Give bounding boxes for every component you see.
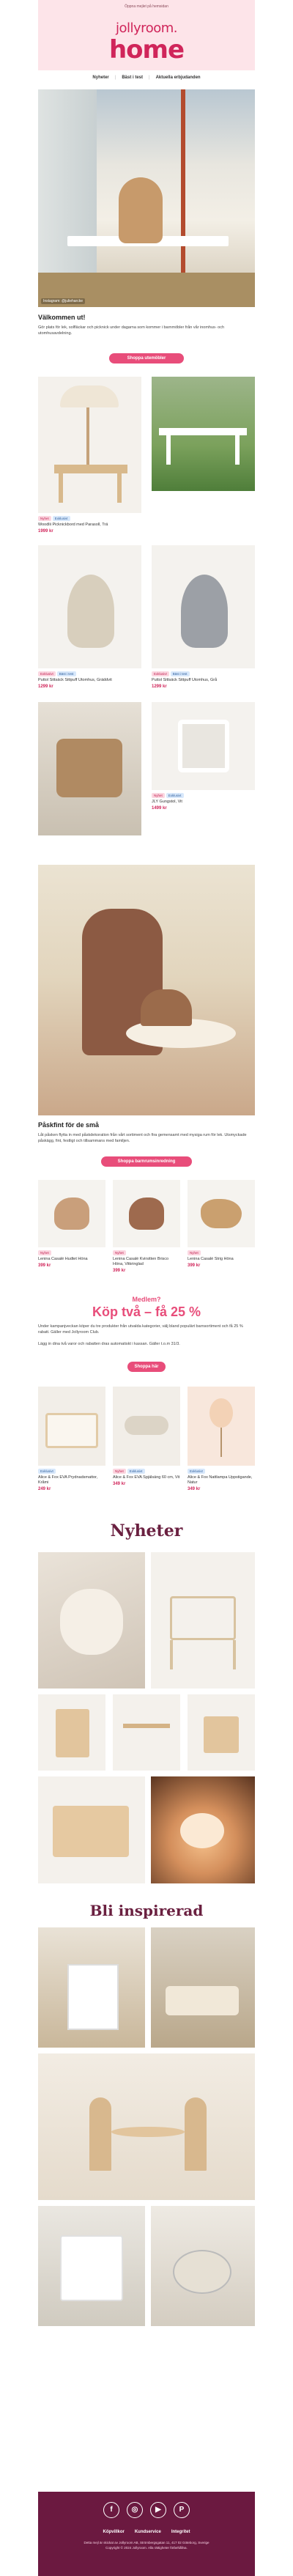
badge-best-in-test: Bäst i test [171,671,190,676]
news-image[interactable] [151,1552,255,1689]
badge-exclusive: Exklusivt [38,671,56,676]
nav-separator: | [114,75,116,80]
product-image[interactable] [38,1387,105,1466]
instagram-icon[interactable]: ◎ [127,2502,143,2518]
footer-copyright: Copyright © 2024 Jollyroom. Alla rättigheter förbehållna. [105,2546,188,2550]
badge-exclusive: Exklusivt [152,671,169,676]
shop-here-button[interactable]: Shoppa här [127,1362,166,1372]
product-card[interactable] [113,1250,180,1273]
shop-outdoor-button[interactable]: Shoppa utemöbler [109,353,184,363]
badge-exclusive: Exklusivt [188,1469,205,1474]
product-name[interactable]: Lenina Casalé Kvirsitten Brisco Höna, Vitkringlad [113,1257,169,1266]
product-name[interactable]: Puttol Sittsäck Sittpuff Utomhus, Gräddvit [38,678,112,682]
hero-text: Gör plats för lek, solfläckar och picknick under dagarna som kommer i barnmöbler från vår inomhus- och utomhusavdelning. [38,325,225,336]
footer-link-support[interactable]: Kundservice [134,2530,161,2534]
product-price: 249 kr [38,1487,51,1491]
hero-title: Välkommen ut! [38,314,86,321]
easter-text: Låt påsken flytta in med påskdekoration från vårt sortiment och fira gemensamt med mysiga rum för lek. Utsmyckade påskägg, fint, festligt och tillsammans med familjen. [38,1133,247,1143]
member-title: Medlem? [132,1296,161,1303]
news-image[interactable] [38,1552,145,1689]
badge-new: Nyhet [38,1250,51,1255]
nav-separator: | [149,75,150,80]
top-nav [38,70,255,85]
badge-new: Nyhet [152,793,165,798]
product-card[interactable] [38,1250,105,1268]
preheader-link[interactable]: Öppna mejlet på hemsidan [38,0,255,13]
product-card[interactable] [188,1250,255,1268]
nav-item-offers[interactable]: Aktuella erbjudanden [155,75,201,80]
news-image[interactable] [38,1776,145,1883]
badge-exclusive: Exklusivt [53,516,70,521]
badge-exclusive: Exklusivt [166,793,184,798]
logo-top[interactable]: jollyroom. [116,21,177,36]
product-image[interactable] [113,1387,180,1466]
product-card[interactable] [38,1469,105,1491]
product-price: 349 kr [113,1482,126,1486]
news-image[interactable] [38,1694,105,1771]
product-name[interactable]: Puttol Sittsäck Sittpuff Utomhus, Grå [152,678,218,682]
product-image[interactable] [38,702,141,835]
nav-item-best[interactable]: Bäst i test [122,75,143,80]
product-image[interactable] [38,1180,105,1247]
shop-kids-room-button[interactable]: Shoppa barnrumsinredning [101,1156,192,1167]
product-image[interactable] [152,377,255,491]
product-price: 399 kr [188,1263,201,1268]
product-card[interactable] [152,671,255,689]
hero-caption: Instagram: @julieharcke [41,298,85,304]
product-card[interactable] [188,1469,255,1491]
product-name[interactable]: Alice & Fox Nattlampa Uppstigande, Natur [188,1475,253,1485]
badge-best-in-test: Bäst i test [57,671,76,676]
brand-header [38,13,255,70]
badge-exclusive: Exklusivt [38,1469,56,1474]
product-price: 349 kr [188,1487,201,1491]
badge-new: Nyhet [113,1469,126,1474]
footer-address-line: Detta mejl är skickat av Jollyroom AB, Strömbergsgatan 11, 417 02 Göteborg, Sverige [84,2541,209,2544]
badge-new: Nyhet [38,516,51,521]
member-text-2: Lägg in dina två varor och rabatten dras automatiskt i kassan. Gäller t.o.m 31/3. [38,1342,180,1346]
product-price: 1999 kr [38,529,53,534]
product-card[interactable] [152,793,255,811]
inspire-image[interactable] [151,1927,255,2048]
product-image[interactable] [152,702,255,790]
product-price: 1299 kr [152,684,167,689]
news-image[interactable] [188,1694,255,1771]
inspire-image[interactable] [151,2206,255,2326]
product-name[interactable]: Alice & Fox EVA Prydnadsmattor, Kråmi [38,1475,98,1485]
product-image[interactable] [188,1180,255,1247]
product-card[interactable] [113,1469,180,1486]
badge-exclusive: Exklusivt [127,1469,145,1474]
news-image[interactable] [151,1776,255,1883]
member-offer-title: Köp två – få 25 % [92,1304,201,1319]
pinterest-icon[interactable]: P [174,2502,190,2518]
footer [38,2492,255,2576]
inspire-heading: Bli inspirerad [89,1902,204,1919]
product-name[interactable]: Lenina Casalé Strig Höna [188,1257,234,1261]
product-image[interactable] [38,545,141,668]
product-card[interactable] [38,671,141,689]
product-image[interactable] [38,377,141,513]
footer-link-terms[interactable]: Köpvillkor [103,2530,125,2534]
product-price: 399 kr [38,1263,51,1268]
inspire-image[interactable] [38,1927,145,2048]
youtube-icon[interactable]: ▶ [150,2502,166,2518]
product-image[interactable] [188,1387,255,1466]
product-image[interactable] [152,545,255,668]
news-image[interactable] [113,1694,180,1771]
footer-address [38,2540,255,2550]
product-card[interactable] [38,516,141,534]
nav-item-news[interactable]: Nyheter [92,75,109,80]
product-name[interactable]: Alice & Fox EVA Spjälsäng 60 cm, Vit [113,1475,180,1480]
product-image[interactable] [113,1180,180,1247]
easter-image[interactable] [38,865,255,1115]
member-text: Under kampanjveckan köper du tre produkter från utvalda kategorier, välj bland populärt barnsortiment och få 25 % rabatt. Gäller med Jollyroom Club. [38,1324,243,1335]
product-price: 399 kr [113,1269,126,1273]
social-links [38,2502,255,2518]
badge-new: Nyhet [113,1250,126,1255]
logo-bottom[interactable]: home [108,35,185,64]
easter-title: Påskfint för de små [38,1121,100,1129]
news-heading: Nyheter [110,1521,183,1540]
product-name[interactable]: JLY Gungstol, Vit [152,800,182,804]
product-price: 1499 kr [152,806,167,811]
footer-link-privacy[interactable]: Integritet [171,2530,190,2534]
product-price: 1299 kr [38,684,53,689]
product-name[interactable]: Woodlii Picknickbord med Parasoll, Trä [38,523,108,527]
facebook-icon[interactable]: f [103,2502,119,2518]
inspire-image[interactable] [38,2053,255,2200]
product-name[interactable]: Lenina Casalé Hudtet Höna [38,1257,88,1261]
badge-new: Nyhet [188,1250,201,1255]
inspire-image[interactable] [38,2206,145,2326]
footer-links [38,2530,255,2534]
hero-image[interactable] [38,89,255,307]
